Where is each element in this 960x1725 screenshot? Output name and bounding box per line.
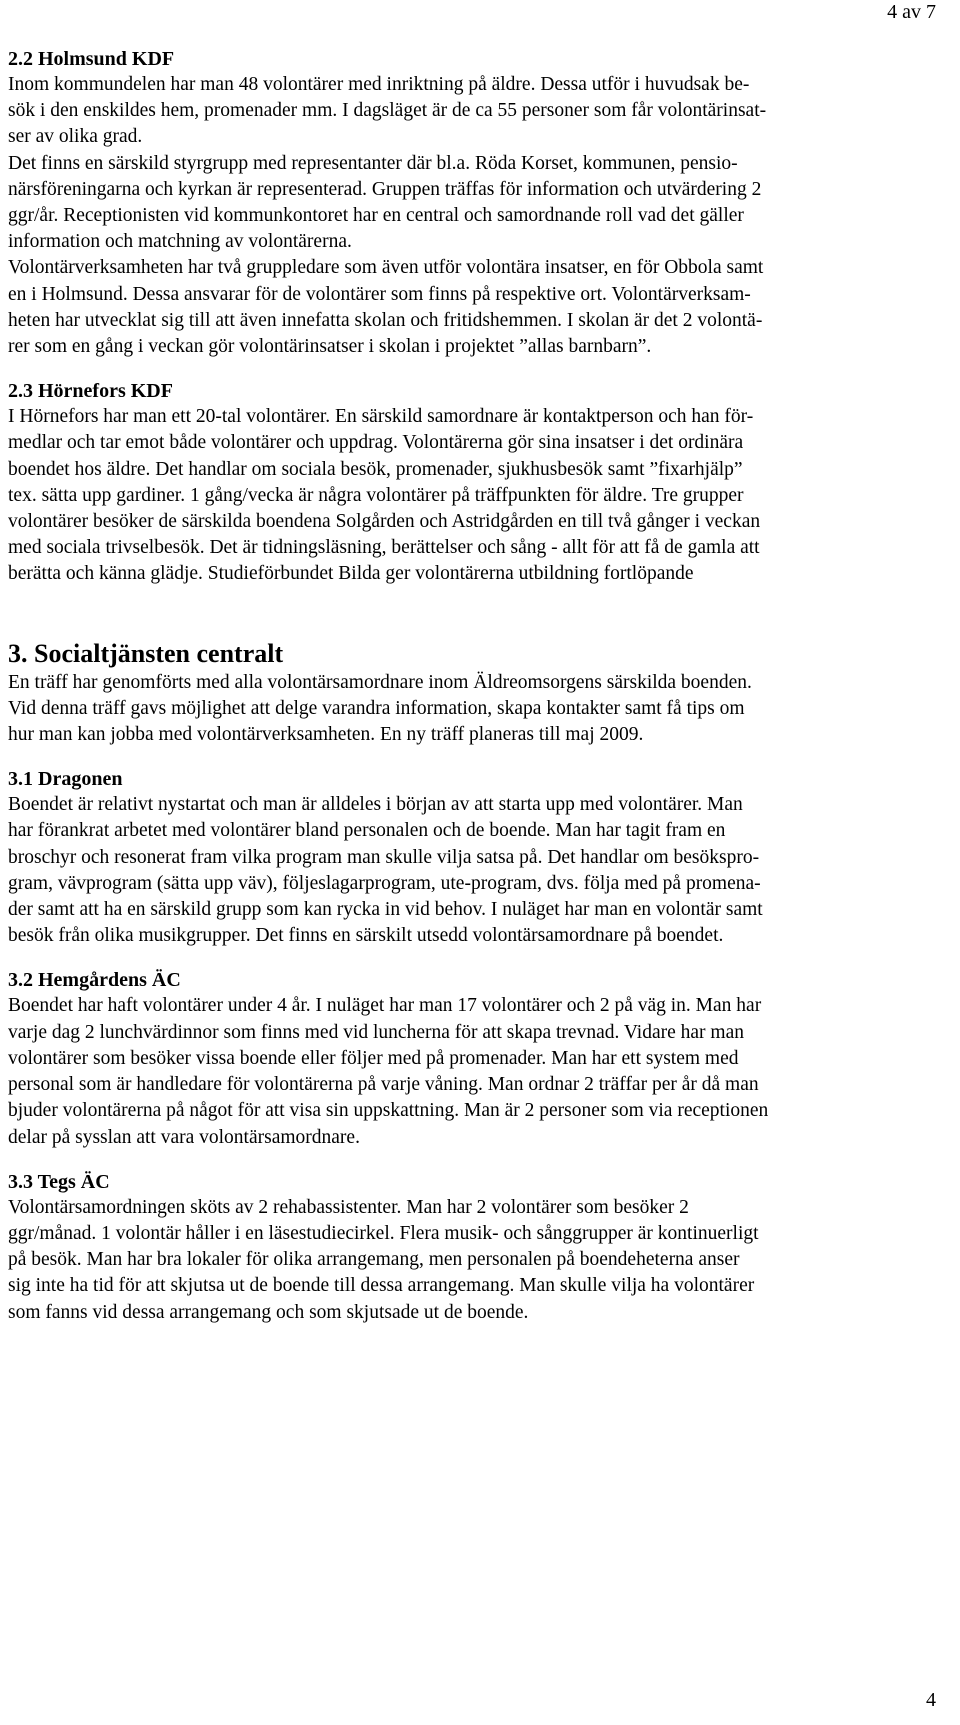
text-line: hur man kan jobba med volontärverksamheten. En ny träff planeras till maj 2009. [8, 724, 644, 746]
text-line: besök från olika musikgrupper. Det finns en särskilt utsedd volontärsamordnare på boendet. [8, 925, 724, 947]
text-line: gram, vävprogram (sätta upp väv), följeslagarprogram, ute-program, dvs. följa med på promena- [8, 872, 761, 894]
section-tegs [8, 1169, 938, 1326]
section-socialtjansten [8, 638, 938, 749]
text-line: närsföreningarna och kyrkan är representerad. Gruppen träffas för information och utvärdering 2 [8, 178, 762, 200]
text-line: berätta och känna glädje. Studieförbundet Bilda ger volontärerna utbildning fortlöpande [8, 563, 694, 585]
text-line: heten har utvecklat sig till att även innefatta skolan och fritidshemmen. I skolan är det 2 volontä- [8, 309, 763, 331]
text-line: varje dag 2 lunchvärdinnor som finns med vid luncherna för att skapa trevnad. Vidare har man [8, 1021, 744, 1043]
section-hornefors [8, 378, 938, 587]
text-line: med sociala trivselbesök. Det är tidningsläsning, berättelser och sång - allt för att få de gamla att [8, 537, 760, 559]
text-line: Boendet är relativt nystartat och man är alldeles i början av att starta upp med volontärer. Man [8, 794, 743, 816]
text-line: ggr/månad. 1 volontär håller i en läsestudiecirkel. Flera musik- och sånggrupper är kontinuerligt [8, 1222, 759, 1244]
paragraph-hornefors [8, 404, 938, 587]
text-line: sig inte ha tid för att skjutsa ut de boende till dessa arrangemang. Man skulle vilja ha volontärer [8, 1275, 755, 1297]
heading-hornefors: 2.3 Hörnefors KDF [8, 380, 173, 403]
heading-socialtjansten: 3. Socialtjänsten centralt [8, 638, 284, 668]
section-hemgardens [8, 967, 938, 1150]
text-line: delar på sysslan att vara volontärsamordnare. [8, 1126, 360, 1148]
heading-tegs: 3.3 Tegs ÄC [8, 1170, 110, 1193]
text-line: Volontärsamordningen sköts av 2 rehabassistenter. Man har 2 volontärer som besöker 2 [8, 1196, 689, 1218]
text-line: sök i den enskildes hem, promenader mm. I dagsläget är de ca 55 personer som får volontärinsat- [8, 100, 767, 122]
paragraph-tegs [8, 1195, 938, 1326]
text-line: på besök. Man har bra lokaler för olika arrangemang, men personalen på boendeheterna anser [8, 1249, 740, 1271]
text-line: I Hörnefors har man ett 20-tal volontärer. En särskild samordnare är kontaktperson och han för- [8, 406, 754, 428]
text-line: broschyr och resonerat fram vilka program man skulle vilja satsa på. Det handlar om besöksprо- [8, 846, 760, 868]
paragraph-socialtjansten [8, 670, 938, 749]
text-line: en i Holmsund. Dessa ansvarar för de volontärer som finns på respektive ort. Volontärverksam- [8, 283, 751, 305]
text-line: En träff har genomförts med alla volontärsamordnare inom Äldreomsorgens särskilda boenden. [8, 671, 752, 693]
text-line: som fanns vid dessa arrangemang och som skjutsade ut de boende. [8, 1301, 529, 1323]
text-line: ser av olika grad. [8, 126, 143, 148]
text-line: personal som är handledare för volontärerna på varje våning. Man ordnar 2 träffar per år då man [8, 1074, 759, 1096]
text-line: medlar och tar emot både volontärer och uppdrag. Volontärerna gör sina insatser i det ordinära [8, 432, 744, 454]
heading-holmsund: 2.2 Holmsund KDF [8, 48, 175, 70]
section-holmsund [8, 46, 938, 360]
heading-dragonen: 3.1 Dragonen [8, 768, 123, 791]
paragraph-dragonen [8, 792, 938, 949]
text-line: ggr/år. Receptionisten vid kommunkontoret har en central och samordnande roll vad det gäller [8, 205, 744, 227]
text-line: Vid denna träff gavs möjlighet att delge varandra information, skapa kontakter samt få tips om [8, 697, 745, 719]
text-line: rer som en gång i veckan gör volontärinsatser i skolan i projektet ”allas barnbarn”. [8, 336, 652, 358]
section-dragonen [8, 766, 938, 949]
text-line: boendet hos äldre. Det handlar om sociala besök, promenader, sjukhusbesök samt ”fixarhjälp” [8, 458, 743, 480]
heading-hemgardens: 3.2 Hemgårdens ÄC [8, 969, 181, 992]
text-line: volontärer som besöker vissa boende eller följer med på promenader. Man har ett system med [8, 1047, 739, 1069]
text-line: bjuder volontärerna på något för att visa sin uppskattning. Man är 2 personer som via receptionen [8, 1100, 769, 1122]
document-body [8, 46, 938, 1326]
text-line: Inom kommundelen har man 48 volontärer med inriktning på äldre. Dessa utför i huvudsak be- [8, 74, 750, 95]
text-line: Boendet har haft volontärer under 4 år. I nuläget har man 17 volontärer och 2 på väg in. Man har [8, 995, 762, 1017]
text-line: har förankrat arbetet med volontärer bland personalen och de boende. Man har tagit fram en [8, 820, 726, 842]
page-header: 4 av 7 [887, 1, 936, 23]
text-line: Volontärverksamheten har två gruppledare som även utför volontära insatser, en för Obbola samt [8, 257, 764, 279]
page-number: 4 [926, 1689, 936, 1711]
paragraph-holmsund [8, 72, 938, 360]
text-line: Det finns en särskild styrgrupp med representanter där bl.a. Röda Korset, kommunen, pensio- [8, 152, 738, 174]
text-line: tex. sätta upp gardiner. 1 gång/vecka är några volontärer på träffpunkten för äldre. Tre grupper [8, 484, 744, 506]
text-line: information och matchning av volontärerna. [8, 231, 352, 253]
text-line: der samt att ha en särskild grupp som kan rycka in vid behov. I nuläget har man en volontär samt [8, 899, 763, 921]
paragraph-hemgardens [8, 993, 938, 1150]
text-line: volontärer besöker de särskilda boendena Solgården och Astridgården en till två gånger i veckan [8, 511, 761, 533]
